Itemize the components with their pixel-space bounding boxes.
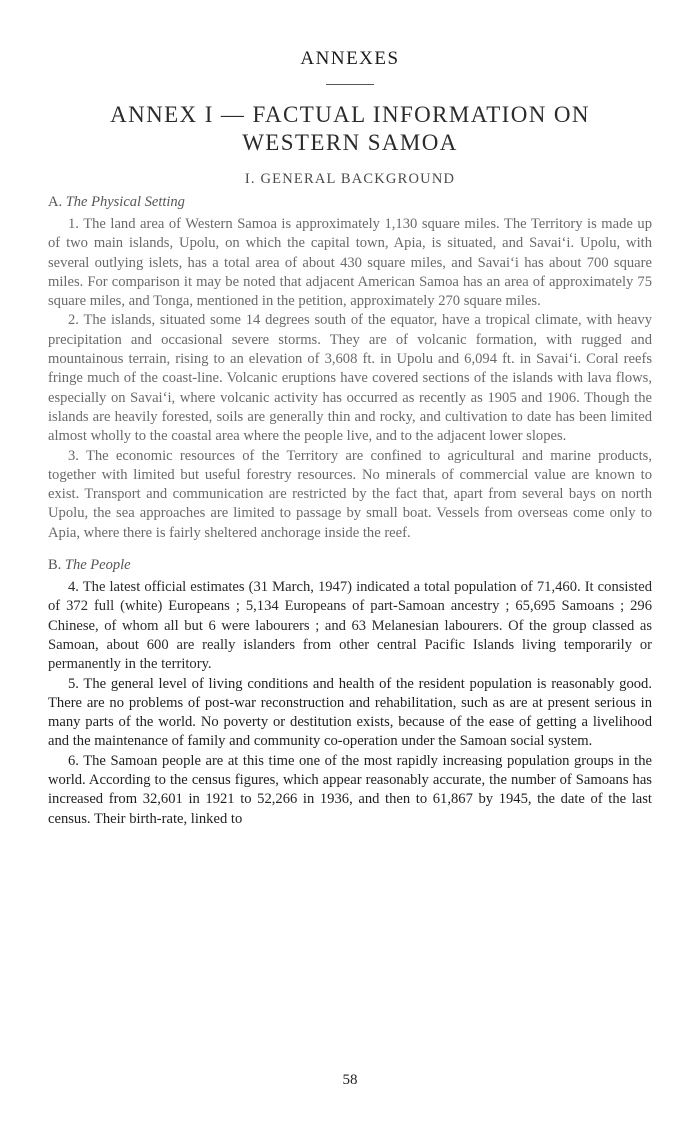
page-number: 58 xyxy=(342,1072,358,1088)
subsection-b-letter: B. xyxy=(48,557,62,574)
paragraph-1: 1. The land area of Western Samoa is approximately 1,130 square miles. The Territory is made up of two main islands, Upolu, on which the capital town, Apia, is situated, and Savai‘i. Upolu, with several outlying islets, has a total area of about 430 square miles, and Savai‘i has about 700 square miles. For comparison it may be noted that adjacent American Samoa has an area of approximately 75 square miles, and Tonga, mentioned in the petition, approximately 270 square miles. xyxy=(48,216,652,310)
subsection-a-letter: A. xyxy=(48,194,63,210)
paragraph-5: 5. The general level of living conditions and health of the resident population is reasonably good. There are no problems of post-war reconstruction and rehabilitation, such as are at present serious in many parts of the world. No poverty or destitution exists, because of the ease of getting a livelihood and the maintenance of family and community co-operation under the Samoan social system. xyxy=(48,675,652,750)
paragraph-2: 2. The islands, situated some 14 degrees south of the equator, have a tropical climate, with heavy precipitation and occasional severe storms. They are of volcanic formation, with rugged and mountainous terrain, rising to an elevation of 3,608 ft. in Upolu and 6,094 ft. in Savai‘i. Coral reefs fringe much of the coast-line. Volcanic eruptions have covered sections of the islands with lava flows, especially on Savai‘i, where volcanic activity has occurred as recently as 1905 and 1906. Though the islands are heavily forested, soils are generally thin and rocky, and cultivation to date has been limited almost wholly to the coastal area where the people live, and to the adjacent lower slopes. xyxy=(48,312,652,445)
annex-title-line-2: WESTERN SAMOA xyxy=(242,130,458,155)
paragraph-6: 6. The Samoan people are at this time one of the most rapidly increasing population groups in the world. According to the census figures, which appear reasonably accurate, the number of Samoans has increased from 32,601 in 1921 to 52,266 in 1936, and then to 61,867 by 1945, the date of the last census. Their birth-rate, linked to xyxy=(48,752,652,827)
heading-rule xyxy=(326,84,374,85)
paragraph-3: 3. The economic resources of the Territory are confined to agricultural and marine products, together with limited but useful forestry resources. No minerals of commercial value are known to exist. Transport and communication are restricted by the fact that, apart from several bays on north Upolu, the sea approaches are limited to passage by small boat. Vessels from overseas come only to Apia, where there is fairly sheltered anchorage inside the reef. xyxy=(48,447,652,541)
annex-title xyxy=(48,101,652,157)
subsection-b-heading xyxy=(48,557,652,574)
annex-title-line-1: ANNEX I — FACTUAL INFORMATION ON xyxy=(110,102,590,127)
section-gap xyxy=(48,543,652,557)
page-heading: ANNEXES xyxy=(300,48,400,69)
subsection-a-name: The Physical Setting xyxy=(65,194,185,210)
section-title: I. GENERAL BACKGROUND xyxy=(244,171,456,187)
subsection-a-heading xyxy=(48,194,652,211)
paragraph-4: 4. The latest official estimates (31 March, 1947) indicated a total population of 71,460. It consisted of 372 full (white) Europeans ; 5,134 Europeans of part-Samoan ancestry ; 65,695 Samoans ; 296 Chinese, of whom all but 6 were labourers ; and 63 Melanesian labourers. Of the group classed as Samoan, about 600 are really islanders from other central Pacific Islands living temporarily or permanently in the territory. xyxy=(48,579,652,673)
subsection-b-name: The People xyxy=(64,557,131,574)
